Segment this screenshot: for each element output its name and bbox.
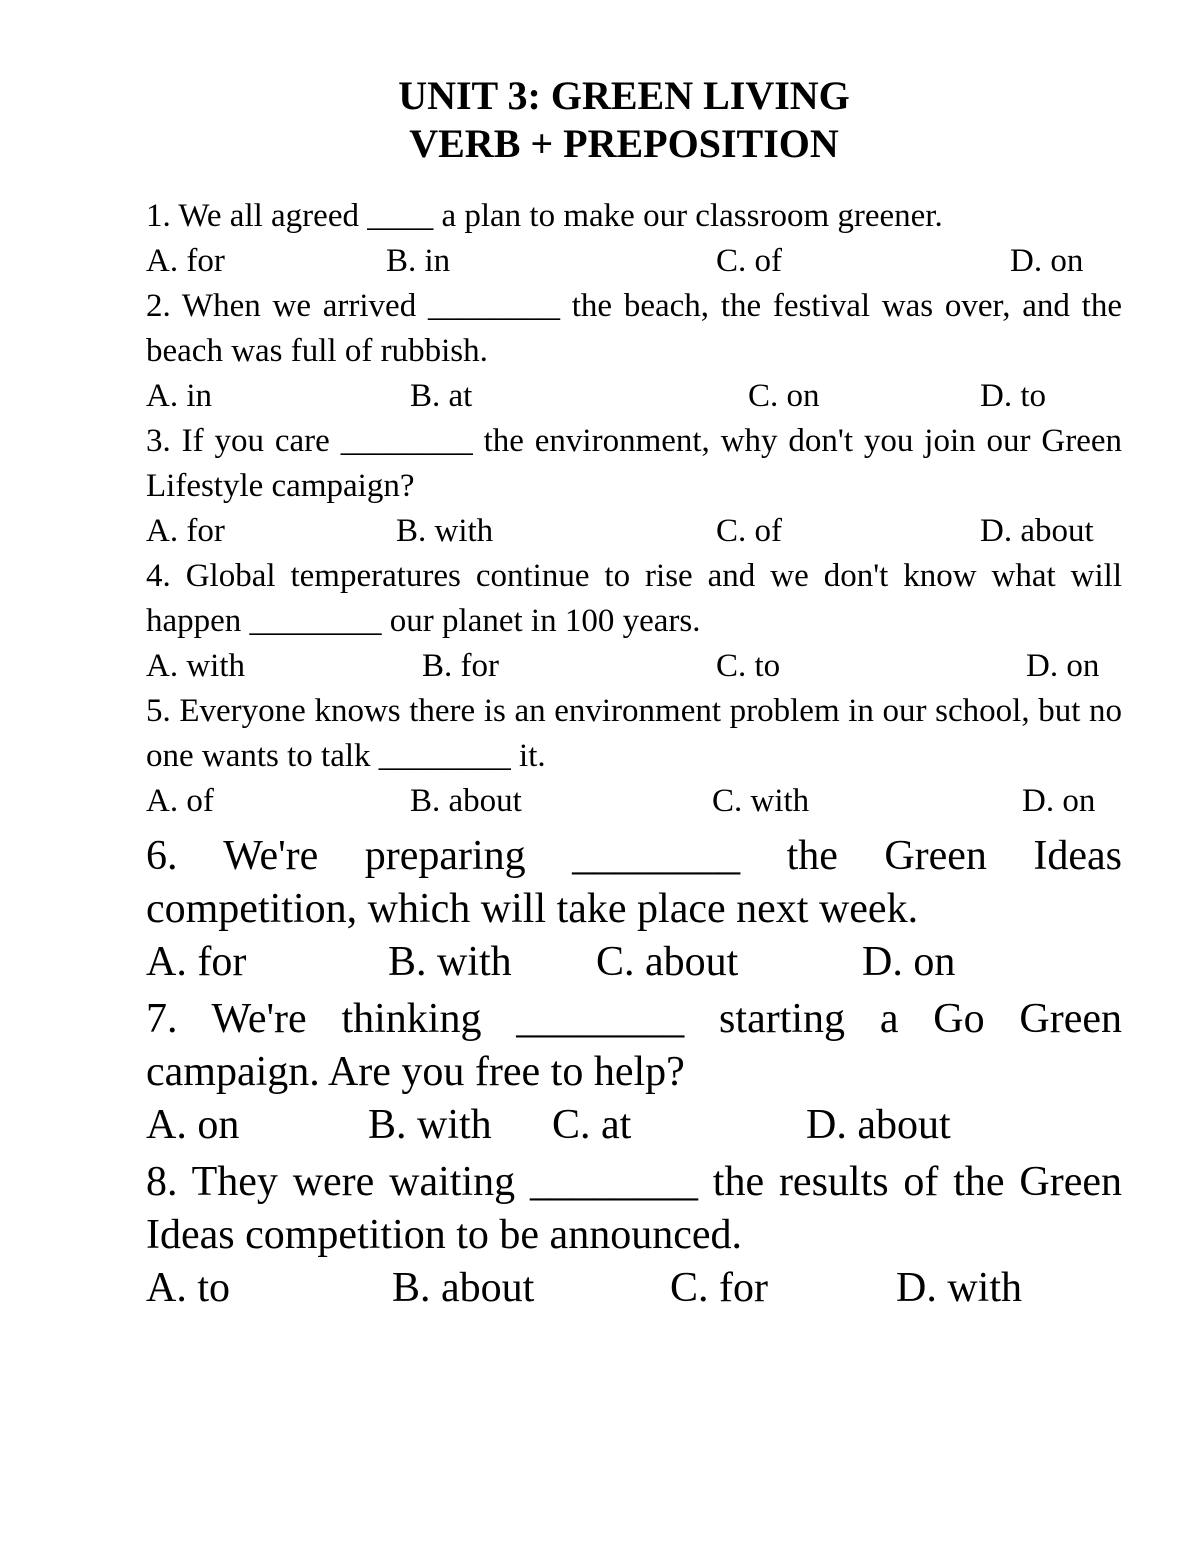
question-4-text: 4. Global temperatures continue to rise and we don't know what will happen ________ our planet in 100 years. <box>146 558 1122 639</box>
option-d: D. on <box>862 939 956 985</box>
question-list <box>146 194 1122 1315</box>
question-2-options <box>146 374 1122 419</box>
option-a: A. for <box>146 243 225 279</box>
question-5-text: 5. Everyone knows there is an environment problem in our school, but no one wants to talk ________ it. <box>146 693 1122 774</box>
question-4-options <box>146 644 1122 689</box>
option-c: C. of <box>716 243 782 279</box>
option-a: A. of <box>146 783 214 819</box>
option-d: D. on <box>1026 648 1100 684</box>
question-5-options <box>146 779 1122 824</box>
option-b: B. for <box>422 648 499 684</box>
option-d: D. about <box>806 1102 951 1148</box>
option-b: B. with <box>396 513 494 549</box>
question-2-text: 2. When we arrived ________ the beach, the festival was over, and the beach was full of rubbish. <box>146 288 1122 369</box>
question-6-text: 6. We're preparing ________ the Green Ideas competition, which will take place next week. <box>146 833 1122 932</box>
option-a: A. in <box>146 378 212 414</box>
option-a: A. for <box>146 939 247 985</box>
option-a: A. for <box>146 513 225 549</box>
option-d: D. with <box>896 1265 1022 1311</box>
title-topic: VERB + PREPOSITION <box>409 121 839 166</box>
option-c: C. for <box>670 1265 768 1311</box>
option-a: A. with <box>146 648 245 684</box>
worksheet-page <box>146 72 1122 1315</box>
option-b: B. at <box>410 378 473 414</box>
option-c: C. with <box>712 783 810 819</box>
worksheet-title <box>126 72 1122 168</box>
option-c: C. of <box>716 513 782 549</box>
question-6-options <box>146 936 1122 989</box>
option-c: C. on <box>748 378 820 414</box>
option-d: D. on <box>1010 243 1084 279</box>
option-b: B. with <box>388 939 512 985</box>
question-7-text: 7. We're thinking ________ starting a Go Green campaign. Are you free to help? <box>146 996 1122 1095</box>
title-unit: UNIT 3: GREEN LIVING <box>398 73 850 118</box>
option-d: D. to <box>980 378 1046 414</box>
question-1-text: 1. We all agreed ____ a plan to make our classroom greener. <box>146 198 943 234</box>
option-c: C. at <box>552 1102 632 1148</box>
option-b: B. in <box>386 243 451 279</box>
option-a: A. to <box>146 1265 230 1311</box>
option-d: D. on <box>1022 783 1096 819</box>
question-3-options <box>146 509 1122 554</box>
option-b: B. with <box>368 1102 492 1148</box>
option-a: A. on <box>146 1102 240 1148</box>
question-3-text: 3. If you care ________ the environment, why don't you join our Green Lifestyle campaign? <box>146 423 1122 504</box>
option-c: C. to <box>716 648 781 684</box>
question-8-text: 8. They were waiting ________ the results of the Green Ideas competition to be announced. <box>146 1159 1122 1258</box>
option-d: D. about <box>980 513 1094 549</box>
question-1-options <box>146 239 1122 284</box>
question-7-options <box>146 1099 1122 1152</box>
question-8-options <box>146 1262 1122 1315</box>
option-c: C. about <box>596 939 739 985</box>
option-b: B. about <box>410 783 522 819</box>
option-b: B. about <box>392 1265 535 1311</box>
